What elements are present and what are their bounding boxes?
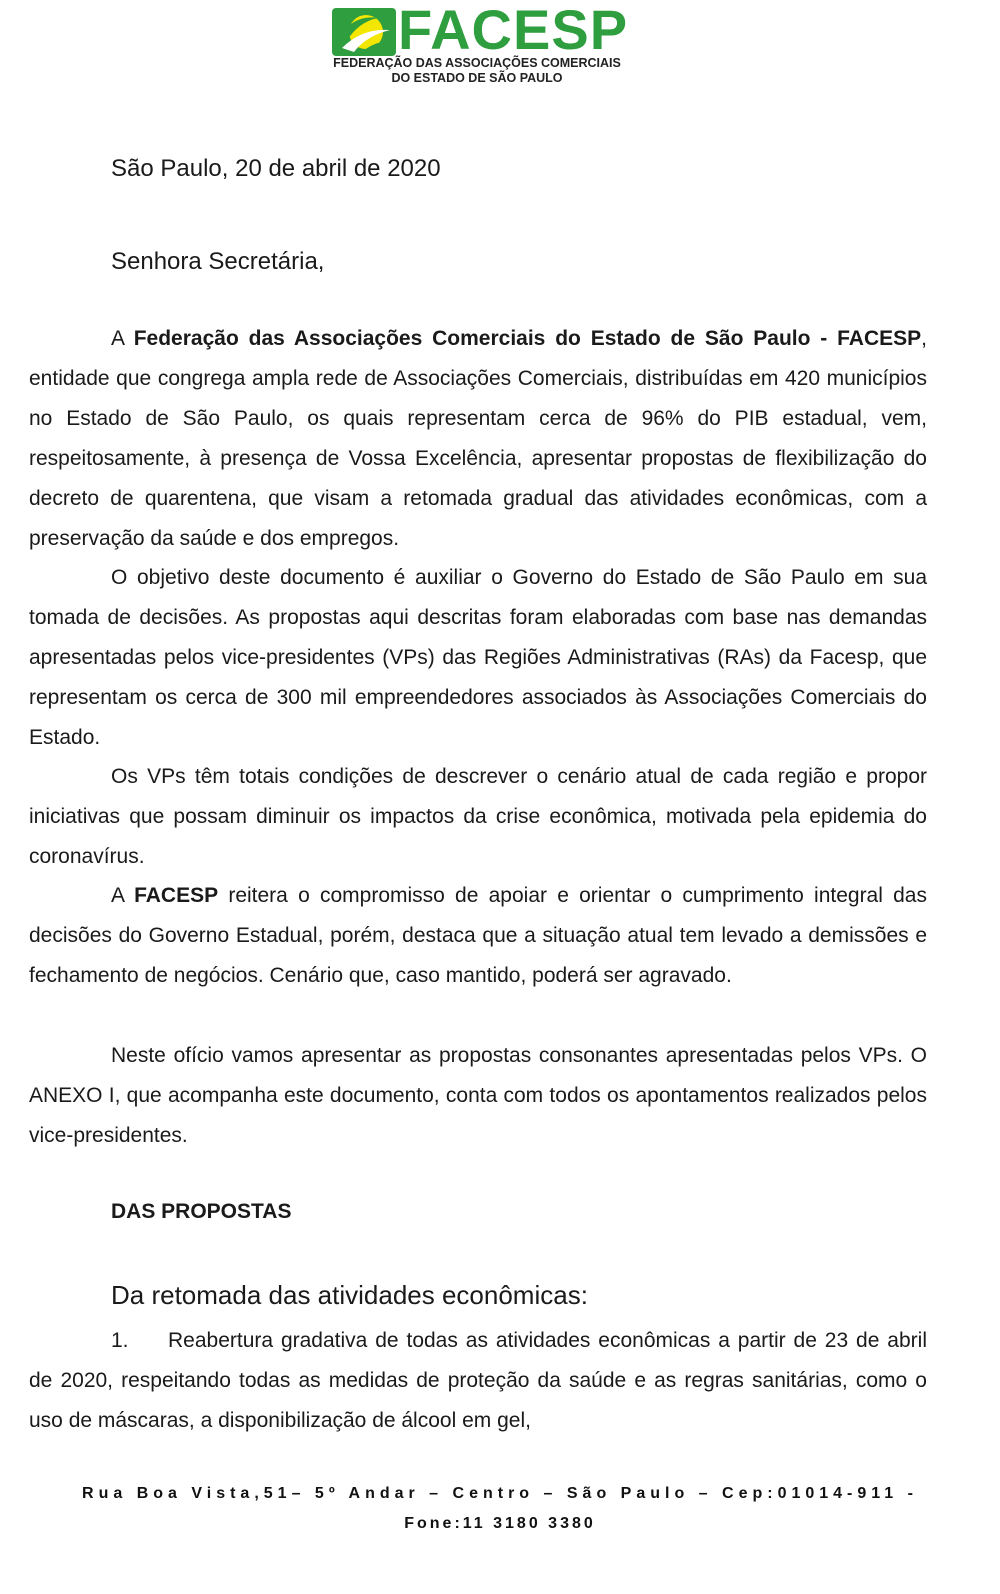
- paragraph-intro: [29, 319, 927, 559]
- list-item-number: 1.: [111, 1329, 129, 1352]
- facesp-logo-icon: [332, 8, 396, 56]
- paragraph-commitment-prefix: A: [111, 884, 124, 907]
- subsection-heading: Da retomada das atividades econômicas:: [111, 1280, 588, 1310]
- paragraph-vps-text: Os VPs têm totais condições de descrever o cenário atual de cada região e propor iniciativas que possam diminuir os impactos da crise econômica, motivada pela epidemia do coronavírus.: [29, 765, 927, 868]
- paragraph-intro-bold: Federação das Associações Comerciais do Estado de São Paulo - FACESP: [133, 327, 922, 350]
- paragraph-objective-text: O objetivo deste documento é auxiliar o Governo do Estado de São Paulo em sua tomada de decisões. As propostas aqui descritas foram elaboradas com base nas demandas apresentadas pelos vice-presidentes (VPs) das Regiões Administrativas (RAs) da Facesp, que representam os cerca de 300 mil empreendedores associados às Associações Comerciais do Estado.: [29, 566, 927, 749]
- letter-salutation: Senhora Secretária,: [111, 248, 325, 275]
- paragraph-commitment-text: reitera o compromisso de apoiar e orientar o cumprimento integral das decisões do Governo Estadual, porém, destaca que a situação atual tem levado a demissões e fechamento de negócios. Cenário que, caso mantido, poderá ser agravado.: [29, 884, 927, 987]
- paragraph-intro-text: , entidade que congrega ampla rede de Associações Comerciais, distribuídas em 420 municípios no Estado de São Paulo, os quais representam cerca de 96% do PIB estadual, vem, respeitosamente, à presença de Vossa Excelência, apresentar propostas de flexibilização do decreto de quarentena, que visam a retomada gradual das atividades econômicas, com a preservação da saúde e dos empregos.: [29, 327, 927, 550]
- paragraph-objective: [29, 558, 927, 758]
- paragraph-annex: [29, 1036, 927, 1156]
- letterhead-subtitle-line2: DO ESTADO DE SÃO PAULO: [391, 71, 563, 85]
- footer-phone: Fone:11 3180 3380: [404, 1515, 596, 1532]
- logo-wordmark: FACESP: [398, 0, 629, 61]
- paragraph-vps: [29, 757, 927, 877]
- letterhead: [332, 0, 632, 90]
- section-heading: DAS PROPOSTAS: [111, 1200, 292, 1223]
- paragraph-commitment-bold: FACESP: [134, 884, 219, 907]
- paragraph-annex-text: Neste ofício vamos apresentar as propostas consonantes apresentadas pelos VPs. O ANEXO I, que acompanha este documento, conta com todos os apontamentos realizados pelos vice-presidentes.: [29, 1044, 927, 1147]
- letterhead-subtitle-line1: FEDERAÇÃO DAS ASSOCIAÇÕES COMERCIAIS: [333, 56, 621, 70]
- letter-date: São Paulo, 20 de abril de 2020: [111, 155, 441, 182]
- letterhead-subtitle: [332, 56, 622, 86]
- paragraph-intro-prefix: A: [111, 327, 124, 350]
- list-item: [29, 1321, 927, 1441]
- list-item-text: Reabertura gradativa de todas as atividades econômicas a partir de 23 de abril de 2020, respeitando todas as medidas de proteção da saúde e as regras sanitárias, como o uso de máscaras, a disponibilização de álcool em gel,: [29, 1329, 927, 1432]
- paragraph-commitment: [29, 876, 927, 996]
- footer-address: Rua Boa Vista,51– 5º Andar – Centro – São Paulo – Cep:01014-911 -: [82, 1485, 918, 1502]
